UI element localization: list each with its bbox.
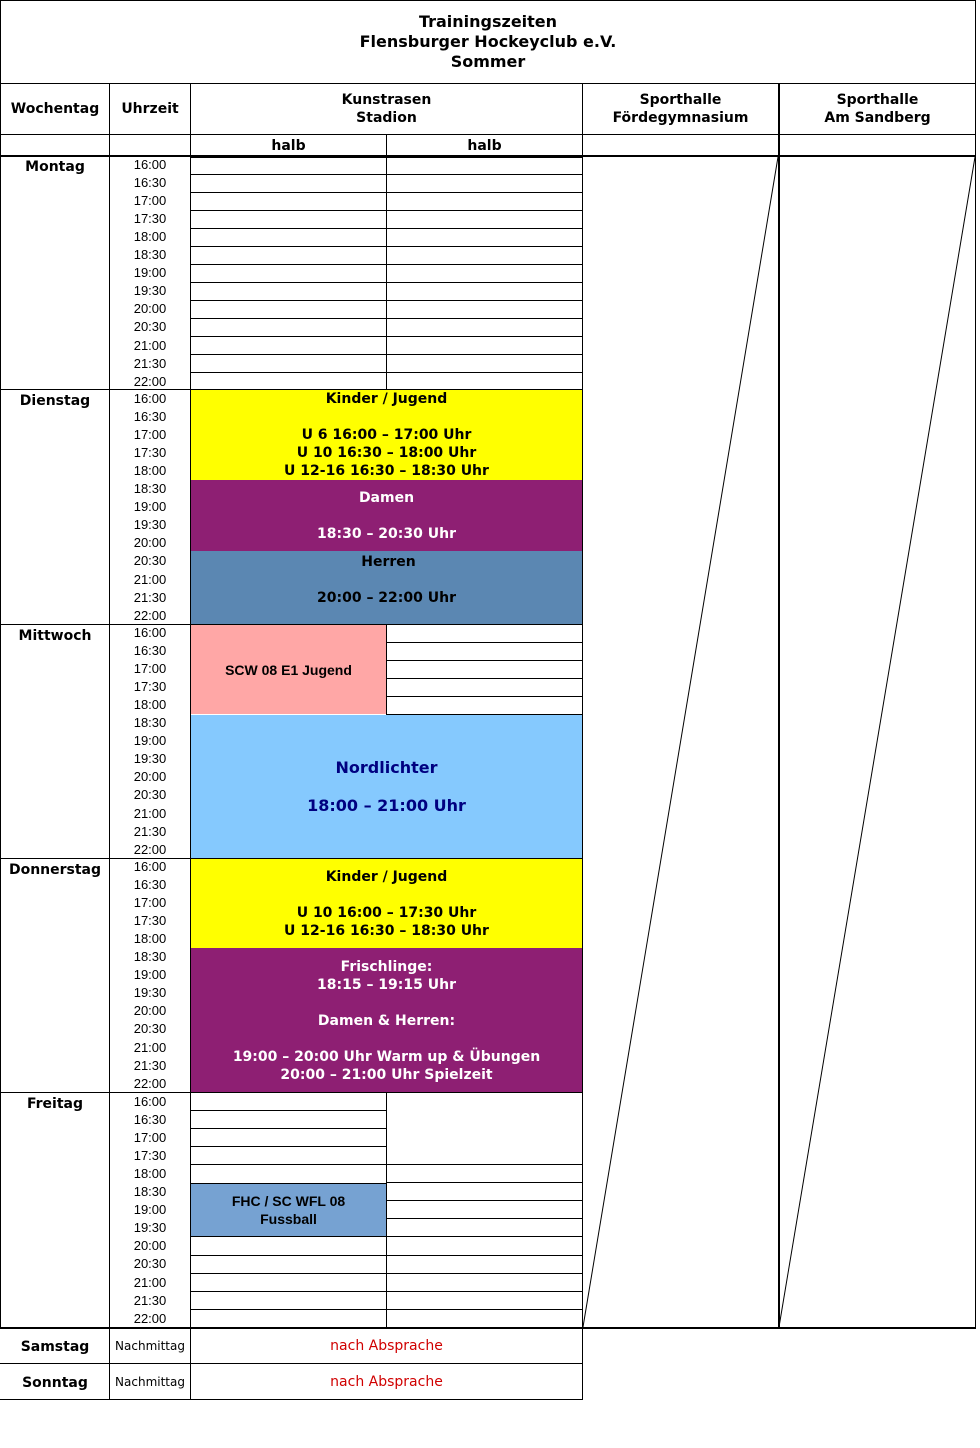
time-label: 17:30 — [133, 913, 167, 929]
time-label-sonntag: Nachmittag — [115, 1375, 185, 1389]
header-halb-right: halb — [467, 138, 502, 154]
block-line: Nordlichter — [335, 758, 438, 777]
time-label: 19:00 — [133, 1202, 167, 1218]
block-line: Fussball — [260, 1211, 317, 1227]
time-label: 19:00 — [133, 733, 167, 749]
block-line: 19:00 – 20:00 Uhr Warm up & Übungen — [232, 1049, 541, 1065]
time-label: 17:00 — [133, 661, 167, 677]
time-label: 20:00 — [133, 1238, 167, 1254]
time-label: 20:00 — [133, 301, 167, 317]
title-line-2: Flensburger Hockeyclub e.V. — [359, 32, 617, 51]
time-label: 16:00 — [133, 859, 167, 874]
time-label: 17:00 — [133, 427, 167, 443]
header-kunstrasen-2: Stadion — [356, 110, 417, 126]
time-label: 18:00 — [133, 931, 167, 947]
day-label-dienstag: Dienstag — [19, 393, 91, 409]
time-label: 19:30 — [133, 751, 167, 767]
time-label: 16:00 — [133, 391, 167, 406]
time-label: 16:00 — [133, 625, 167, 640]
time-label: 16:30 — [133, 1112, 167, 1128]
time-label: 16:00 — [133, 1094, 167, 1109]
time-label: 19:00 — [133, 499, 167, 515]
time-label: 16:30 — [133, 877, 167, 893]
time-label: 19:30 — [133, 283, 167, 299]
time-label: 22:00 — [133, 1075, 167, 1091]
day-label-donnerstag: Donnerstag — [8, 862, 102, 878]
title-line-3: Sommer — [450, 52, 526, 71]
diagonal-line-sandberg — [779, 157, 975, 1327]
time-label: 20:30 — [133, 1021, 167, 1037]
block-line: Kinder / Jugend — [325, 391, 448, 407]
time-label: 20:30 — [133, 787, 167, 803]
time-label: 22:00 — [133, 373, 167, 389]
time-label: 20:30 — [133, 553, 167, 569]
block-line: 18:30 – 20:30 Uhr — [317, 526, 456, 542]
block-line: Herren — [361, 554, 416, 570]
time-label: 18:30 — [133, 949, 167, 965]
time-label: 22:00 — [133, 1310, 167, 1326]
time-label: 17:00 — [133, 1130, 167, 1146]
time-label: 18:30 — [133, 715, 167, 731]
time-label: 21:30 — [133, 1292, 167, 1308]
time-label: 21:00 — [133, 337, 167, 353]
time-label: 16:30 — [133, 643, 167, 659]
day-label-mittwoch: Mittwoch — [18, 628, 92, 644]
time-label: 18:00 — [133, 1166, 167, 1182]
block-line: Kinder / Jugend — [325, 869, 448, 885]
time-label: 21:00 — [133, 1039, 167, 1055]
block-line: 20:00 – 21:00 Uhr Spielzeit — [280, 1067, 493, 1083]
title-line-1: Trainingszeiten — [418, 12, 558, 31]
time-label: 18:30 — [133, 247, 167, 263]
time-label: 17:00 — [133, 193, 167, 209]
day-label-sonntag: Sonntag — [22, 1375, 88, 1391]
block-line: U 12-16 16:30 – 18:30 Uhr — [284, 923, 489, 939]
day-label-samstag: Samstag — [20, 1339, 90, 1355]
block-line: Frischlinge: — [340, 959, 433, 975]
block-line: U 12-16 16:30 – 18:30 Uhr — [284, 463, 489, 479]
block-line: FHC / SC WFL 08 — [231, 1193, 346, 1209]
time-label: 21:00 — [133, 571, 167, 587]
time-label: 21:30 — [133, 823, 167, 839]
block-line: 18:00 – 21:00 Uhr — [307, 796, 466, 815]
time-label: 20:00 — [133, 535, 167, 551]
header-kunstrasen-1: Kunstrasen — [341, 92, 432, 108]
time-label: 21:30 — [133, 1057, 167, 1073]
day-label-montag: Montag — [25, 159, 85, 175]
time-label: 21:30 — [133, 589, 167, 605]
time-label: 17:30 — [133, 1148, 167, 1164]
header-sporthalle-2-line2: Am Sandberg — [824, 110, 931, 126]
block-line: U 6 16:00 – 17:00 Uhr — [301, 427, 472, 443]
time-label: 20:00 — [133, 1003, 167, 1019]
time-label: 19:30 — [133, 517, 167, 533]
block-line: 18:15 – 19:15 Uhr — [317, 977, 456, 993]
header-sporthalle-1-line1: Sporthalle — [639, 92, 722, 108]
time-label: 17:00 — [133, 895, 167, 911]
header-wochentag: Wochentag — [10, 101, 100, 117]
time-label: 19:30 — [133, 985, 167, 1001]
header-sporthalle-2-line1: Sporthalle — [836, 92, 919, 108]
time-label: 18:30 — [133, 481, 167, 497]
time-label: 18:00 — [133, 229, 167, 245]
time-label: 18:00 — [133, 697, 167, 713]
time-label: 20:30 — [133, 1256, 167, 1272]
time-label: 18:30 — [133, 1184, 167, 1200]
time-label: 21:00 — [133, 805, 167, 821]
note-samstag: nach Absprache — [330, 1338, 443, 1354]
time-label-samstag: Nachmittag — [115, 1339, 185, 1353]
diagonal-line-foerdegymnasium — [583, 157, 778, 1327]
day-label-freitag: Freitag — [26, 1096, 84, 1112]
time-label: 17:30 — [133, 445, 167, 461]
block-line: Damen & Herren: — [317, 1013, 456, 1029]
time-label: 17:30 — [133, 211, 167, 227]
time-label: 19:00 — [133, 265, 167, 281]
header-halb-left: halb — [271, 138, 306, 154]
block-line: U 10 16:00 – 17:30 Uhr — [296, 905, 477, 921]
time-label: 17:30 — [133, 679, 167, 695]
block-line: U 10 16:30 – 18:00 Uhr — [296, 445, 477, 461]
block-line: 20:00 – 22:00 Uhr — [317, 590, 456, 606]
time-label: 19:00 — [133, 967, 167, 983]
time-label: 16:30 — [133, 409, 167, 425]
time-label: 21:30 — [133, 355, 167, 371]
header-sporthalle-1-line2: Fördegymnasium — [612, 110, 749, 126]
time-label: 22:00 — [133, 841, 167, 857]
note-sonntag: nach Absprache — [330, 1374, 443, 1390]
time-label: 20:00 — [133, 769, 167, 785]
time-label: 21:00 — [133, 1274, 167, 1290]
time-label: 16:30 — [133, 175, 167, 191]
time-label: 18:00 — [133, 463, 167, 479]
time-label: 22:00 — [133, 607, 167, 623]
header-uhrzeit: Uhrzeit — [121, 101, 179, 117]
time-label: 20:30 — [133, 319, 167, 335]
block-line: SCW 08 E1 Jugend — [225, 662, 352, 678]
time-label: 16:00 — [133, 157, 167, 172]
time-label: 19:30 — [133, 1220, 167, 1236]
block-line: Damen — [358, 490, 415, 506]
